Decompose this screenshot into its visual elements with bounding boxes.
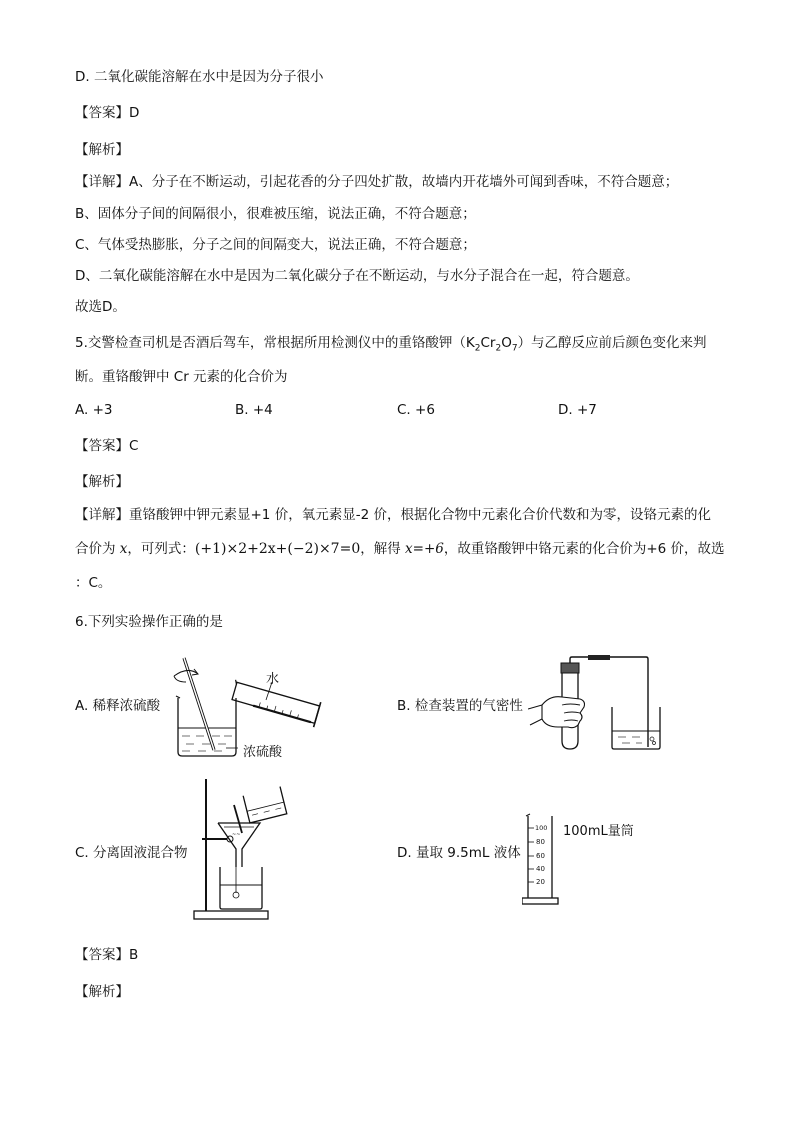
q4-detail-b: B、固体分子间的间隔很小，很难被压缩，说法正确，不符合题意； <box>75 206 476 222</box>
q4-analysis-heading: 【解析】 <box>75 142 129 158</box>
detail-tag: 【详解】 <box>75 174 129 190</box>
equation: (+1)×2+2x+(−2)×7=0 <box>194 541 361 557</box>
q5-detail-line3: ：C。 <box>75 575 112 591</box>
detail-text-c: ，解得 <box>360 541 401 557</box>
cylinder-tick-60: 60 <box>536 852 545 860</box>
q4-detail-d: D、二氧化碳能溶解在水中是因为二氧化碳分子在不断运动，与水分子混合在一起，符合题意。 <box>75 268 639 284</box>
detail-text: 重铬酸钾中钾元素显+1 价，氧元素显-2 价，根据化合物中元素化合价代数和为零，设铬元素的化 <box>129 507 711 523</box>
q6-stem: 6.下列实验操作正确的是 <box>75 614 223 630</box>
label-concentrated-acid: 浓硫酸 <box>243 745 283 760</box>
q5-option-d: D. +7 <box>558 402 597 418</box>
q6-analysis-heading: 【解析】 <box>75 984 129 1000</box>
detail-text-b: ，可列式： <box>127 541 195 557</box>
detail-text-a: 合价为 <box>75 541 116 557</box>
q6-option-b-label: B. 检查装置的气密性 <box>397 698 523 714</box>
solution: x=+6 <box>405 541 444 557</box>
detail-tag: 【详解】 <box>75 507 129 523</box>
detail-text-d: ，故重铬酸钾中铬元素的化合价为+6 价，故选 <box>443 541 725 557</box>
q5-option-b: B. +4 <box>235 402 273 418</box>
cylinder-tick-20: 20 <box>536 878 545 886</box>
q4-conclusion: 故选D。 <box>75 299 126 315</box>
sub-2: 2 <box>474 343 481 354</box>
q5-analysis-heading: 【解析】 <box>75 474 129 490</box>
q5-stem-part2: ）与乙醇反应前后颜色变化来判 <box>517 335 707 351</box>
q4-answer: 【答案】D <box>75 105 140 121</box>
q5-option-a: A. +3 <box>75 402 113 418</box>
label-100ml-cylinder: 100mL量筒 <box>563 824 634 839</box>
q6-option-d-label: D. 量取 9.5mL 液体 <box>397 845 521 861</box>
diagram-filtration <box>190 775 300 925</box>
label-water: 水 <box>266 672 280 687</box>
q5-detail-line2 <box>75 539 725 559</box>
cylinder-tick-100: 100 <box>535 824 548 832</box>
q5-stem-part1: 5.交警检查司机是否酒后驾车，常根据所用检测仪中的重铬酸钾（K <box>75 335 475 351</box>
q5-stem-line2: 断。重铬酸钾中 Cr 元素的化合价为 <box>75 369 288 385</box>
q6-option-c-label: C. 分离固液混合物 <box>75 845 188 861</box>
q4-option-d: D. 二氧化碳能溶解在水中是因为分子很小 <box>75 69 324 85</box>
q5-stem-line1 <box>75 333 707 359</box>
q5-answer: 【答案】C <box>75 438 139 454</box>
diagram-airtightness <box>528 655 668 755</box>
variable-x: x <box>119 541 128 557</box>
cr-symbol: Cr <box>480 335 496 351</box>
diagram-graduated-cylinder <box>522 812 562 908</box>
q5-detail-line1 <box>75 505 711 525</box>
q5-option-c: C. +6 <box>397 402 435 418</box>
q4-detail-c: C、气体受热膨胀，分子之间的间隔变大，说法正确，不符合题意； <box>75 237 476 253</box>
sub-7: 7 <box>511 343 518 354</box>
cylinder-tick-40: 40 <box>536 865 545 873</box>
svg-text:~~: ~~ <box>232 832 241 838</box>
sub-2b: 2 <box>495 343 502 354</box>
o-symbol: O <box>501 335 512 351</box>
q4-detail-a <box>75 172 678 192</box>
cylinder-tick-80: 80 <box>536 838 545 846</box>
q6-answer: 【答案】B <box>75 947 139 963</box>
detail-text: A、分子在不断运动，引起花香的分子四处扩散，故墙内开花墙外可闻到香味，不符合题意； <box>129 174 679 190</box>
q6-option-a-label: A. 稀释浓硫酸 <box>75 698 161 714</box>
